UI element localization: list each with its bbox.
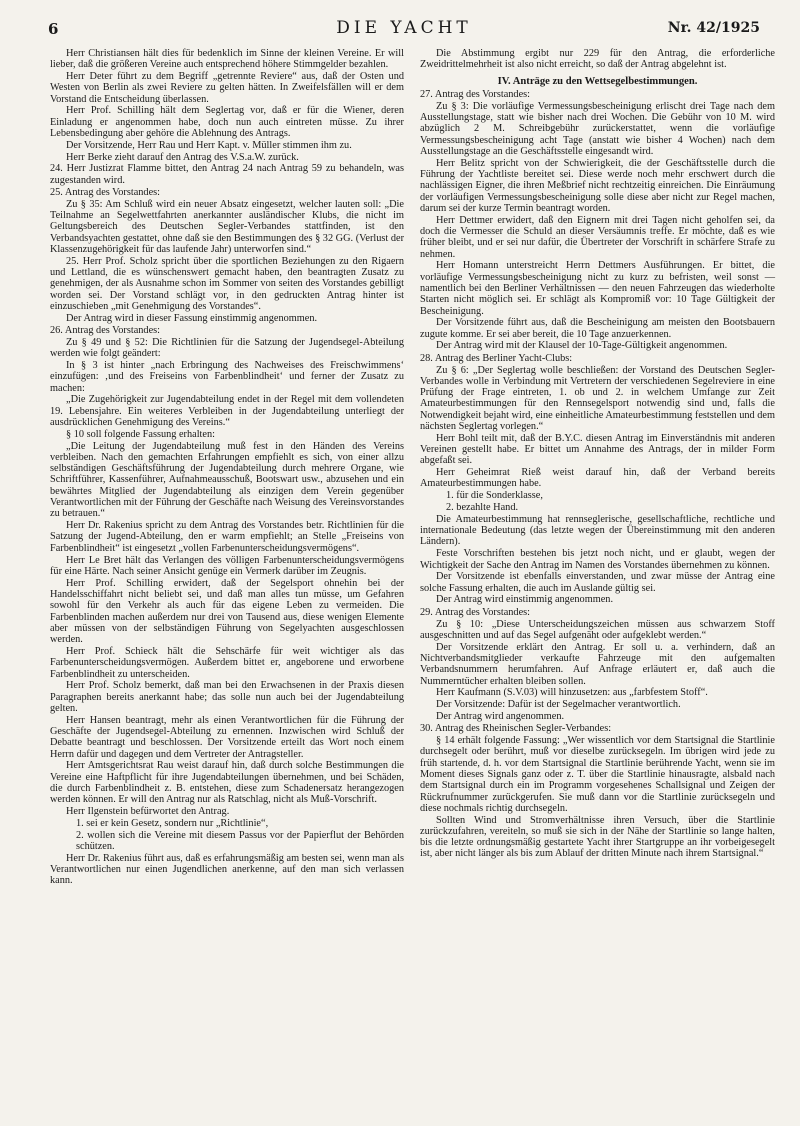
paragraph: Herr Bohl teilt mit, daß der B.Y.C. diesen Antrag im Einverständnis mit anderen Vereinen gestellt habe. Er bittet um Annahme des Antrags, der in milder Form abgefaßt sei. <box>420 432 775 467</box>
paragraph: Zu § 10: „Diese Unterscheidungszeichen müssen aus schwarzem Stoff ausgeschnitten und auf das Segel aufgenäht oder aufgeklebt werden.“ <box>420 618 775 641</box>
page-number: 6 <box>48 20 59 38</box>
motion-heading: 26. Antrag des Vorstandes: <box>50 325 161 337</box>
section-heading: IV. Anträge zu den Wettsegelbestimmungen. <box>497 75 698 87</box>
paragraph: Der Vorsitzende erklärt den Antrag. Er soll u. a. verhindern, daß an Nichtverbandsmitglieder verkaufte Fahrzeuge mit den aufgemalten Verbandsnummern herumfahren. Auf Anfrage erläutert er, daß auch die Nummerntücher erhalten bleiben sollen. <box>420 641 775 687</box>
list-item: 2. bezahlte Hand. <box>446 502 519 514</box>
paragraph: Zu § 49 und § 52: Die Richtlinien für die Satzung der Jugendsegel-Abteilung werden wie folgt geändert: <box>50 336 404 360</box>
motion-heading: 30. Antrag des Rheinischen Segler-Verbandes: <box>420 723 612 735</box>
paragraph: 24. Herr Justizrat Flamme bittet, den Antrag 24 nach Antrag 59 zu behandeln, was zugestanden wird. <box>50 163 404 186</box>
paragraph: Feste Vorschriften bestehen bis jetzt noch nicht, und er glaubt, wegen der Wichtigkeit der Sache den Antrag im Namen des Vorstandes übernehmen zu können. <box>420 548 775 571</box>
motion-heading: 25. Antrag des Vorstandes: <box>50 187 161 199</box>
paragraph: Herr Geheimrat Rieß weist darauf hin, daß der Verband bereits Amateurbestimmungen habe. <box>420 467 775 490</box>
paragraph: 25. Herr Prof. Scholz spricht über die sportlichen Beziehungen zu den Rigaern und Lettland, die es wünschenswert gemacht haben, den beantragten Zusatz zu genehmigen, der als Ausnahme schon im Sommer von seiten des Vorstandes gebilligt worden sei. Der Vorstand schlägt vor, in den gedruckten Antrag hinter ist einzuschieben „mit Genehmigung des Vorstandes“. <box>50 255 404 313</box>
paragraph: Der Antrag wird einstimmig angenommen. <box>436 594 614 606</box>
paragraph: Herr Prof. Scholz bemerkt, daß man bei den Erwachsenen in der Praxis diesen Paragraphen bereits anerkannt habe; das solle nun auch bei der Jugendabteilung gelten. <box>50 680 404 714</box>
paragraph: In § 3 ist hinter „nach Erbringung des Nachweises des Freischwimmens‘ einzufügen: ‚und des Freiseins von Farbenblindheit‘ und ferner der Zusatz zu machen: <box>50 360 404 394</box>
paragraph: Herr Belitz spricht von der Schwierigkeit, die der Geschäftsstelle durch die Führung der Yachtliste bereitet sei. Diese werde noch mehr erschwert durch die nachlässigen Eigner, die ihren Meßbrief nicht rechtzeitig einreichen. Die Einräumung der vorläufigen Vermessungsbescheinigung solle diese aber nicht zur Regel machen, darum sei der kurze Termin beantragt worden. <box>420 157 775 214</box>
list-item: 1. sei er kein Gesetz, sondern nur „Richtlinie“, <box>76 817 269 829</box>
paragraph: Der Vorsitzende: Dafür ist der Segelmacher verantwortlich. <box>436 699 681 711</box>
right-column <box>420 48 775 860</box>
paragraph: Herr Dettmer erwidert, daß den Eignern mit drei Tagen nicht geholfen sei, da doch die Vermesser die Schuld an dieser Versäumnis treffe. Er möchte, daß es wie früher bleibt, und er sei nur dafür, die Übertreter der Vorschrift in schärfere Strafe zu nehmen. <box>420 214 775 260</box>
paragraph: Herr Christiansen hält dies für bedenklich im Sinne der kleinen Vereine. Er will lieber, daß die größeren Vereine auch entsprechend höhere Stimmgelder bezahlen. <box>50 48 404 71</box>
paragraph: Herr Deter führt zu dem Begriff „getrennte Reviere“ aus, daß der Osten und Westen von Berlin als zwei Reviere zu gelten hätten. In Zweifelsfällen will er dem Vorstand die Entscheidung überlassen. <box>50 71 404 105</box>
paragraph: Herr Berke zieht darauf den Antrag des V.S.a.W. zurück. <box>66 151 299 163</box>
paragraph: Herr Dr. Rakenius spricht zu dem Antrag des Vorstandes betr. Richtlinien für die Satzung der Jugend-Abteilung, den er warm empfiehlt; an Stelle „Freiseins von Farbenblindheit“ ist eingesetzt „vollen Farbenunterscheidungsvermögens“. <box>50 520 404 554</box>
paragraph: „Die Leitung der Jugendabteilung muß fest in den Händen des Vereins verbleiben. Nach den gemachten Erfahrungen empfiehlt es sich, von einer allzu selbständigen Geschäftsführung der Jugendabteilung durch mehrere Organe, wie Schriftführer, Kassenführer, Aufnahmeausschuß, Bootswart usw., abzusehen und ein bewährtes Mitglied der Jugendabteilung als einzigen dem Verein gegenüber Verantwortlichen mit der Führung der Geschäfte nach Weisung des Vereinsvorstandes zu betrauen.“ <box>50 440 404 520</box>
paragraph: Herr Amtsgerichtsrat Rau weist darauf hin, daß durch solche Bestimmungen die Vereine eine Haftpflicht für ihre Jugendabteilungen übernehmen, und bei Schäden, die durch Farbenblindheit z. B. entstehen, diese zum Schadenersatz herangezogen werden können. Er will den Antrag nur als Ratschlag, nicht als Muß-Vorschrift. <box>50 760 404 806</box>
paragraph: Der Vorsitzende, Herr Rau und Herr Kapt. v. Müller stimmen ihm zu. <box>66 139 352 151</box>
left-column <box>50 48 404 887</box>
paragraph: Der Antrag wird mit der Klausel der 10-Tage-Gültigkeit angenommen. <box>436 340 728 352</box>
paragraph: Der Vorsitzende führt aus, daß die Bescheinigung am meisten den Bootsbauern zugute komme. Er sei aber bereit, die 10 Tage anzuerkennen. <box>420 317 775 340</box>
page-header <box>48 18 760 42</box>
paragraph: Zu § 6: „Der Seglertag wolle beschließen: der Vorstand des Deutschen Segler-Verbandes wolle in Verbindung mit Vertretern der verschiedenen Segelreviere in eine Prüfung der Frage eintreten, 1. ob und 2. in welchem Umfange zur Zeit Amateurbestimmungen für den Rennsegelsport notwendig sind und, falls die Notwendigkeit bejaht wird, eine einheitliche Amateurbestimmung feststellen und dem nächsten Seglertag vorlegen.“ <box>420 364 775 432</box>
paragraph: Herr Prof. Schilling hält dem Seglertag vor, daß er für die Wiener, deren Einladung er angenommen habe, doch nun auch eintreten müsse. Zu ihrer Lebensbedingung aber gehöre die Ablehnung des Antrags. <box>50 105 404 140</box>
list-item: 1. für die Sonderklasse, <box>446 490 543 502</box>
paragraph: Herr Homann unterstreicht Herrn Dettmers Ausführungen. Er bittet, die vorläufige Vermessungsbescheinigung nicht zu kurz zu befristen, weil sonst — namentlich bei den Berliner Verhältnissen — den neuen Fahrzeugen das wiederholte Starten nicht möglich sei. Er schlägt als Kompromiß vor: 10 Tage Gültigkeit der Bescheinigung. <box>420 260 775 317</box>
paragraph: Die Abstimmung ergibt nur 229 für den Antrag, die erforderliche Zweidrittelmehrheit ist also nicht erreicht, so daß der Antrag abgelehnt ist. <box>420 48 775 71</box>
paragraph: Herr Hansen beantragt, mehr als einen Verantwortlichen für die Führung der Geschäfte der Jugendsegel-Abteilung zu ernennen. Inzwischen wird Schluß der Debatte beantragt und beschlossen. Der Vorsitzende erteilt das Wort noch einem Herrn dafür und dagegen und dem Vertreter der Antragsteller. <box>50 714 404 760</box>
paragraph: Herr Kaufmann (S.V.03) will hinzusetzen: aus „farbfestem Stoff“. <box>436 687 708 699</box>
paragraph: Herr Prof. Schilling erwidert, daß der Segelsport ohnehin bei der Handelsschiffahrt nicht beliebt sei, und daß man alles tun müsse, um Gefahren sowohl für den Verkehr als auch für das eigene Leben zu vermeiden. Die Farbenblinden machen außerdem nur drei von Tausend aus, diese wenigen Elemente aber müssen von der selbständigen Führung von Segelyachten ausgeschlossen werden. <box>50 577 404 646</box>
paragraph: Der Antrag wird angenommen. <box>436 710 565 722</box>
motion-heading: 29. Antrag des Vorstandes: <box>420 606 531 618</box>
paragraph: Zu § 35: Am Schluß wird ein neuer Absatz eingesetzt, welcher lauten soll: „Die Teilnahme an Segelwettfahrten anerkannter ausländischer Klubs, die nicht im Geltungsbereich des Deutschen Segler-Verbandes stattfinden, ist den Verbandsyachten gestattet, ohne daß sie den Bestimmungen des § 32 GG. (Verlust der Klassenzugehörigkeit für das laufende Jahr) unterworfen sind.“ <box>50 198 405 256</box>
paragraph: „Die Zugehörigkeit zur Jugendabteilung endet in der Regel mit dem vollendeten 19. Lebensjahre. Ein weiteres Verbleiben in der Jugendabteilung unterliegt der ausdrücklichen Genehmigung des Vereins.“ <box>50 394 404 428</box>
paragraph: Der Antrag wird in dieser Fassung einstimmig angenommen. <box>66 312 318 324</box>
paragraph: § 10 soll folgende Fassung erhalten: <box>66 428 215 440</box>
paragraph: § 14 erhält folgende Fassung: „Wer wissentlich vor dem Startsignal die Startlinie durchsegelt oder berührt, muß vor dieselbe zurücksegeln. Im übrigen wird jede zu früh startende, d. h. vor dem Startsignal die Startlinie berührende Yacht, wenn sie im Moment dieses Signals ganz oder z. T. über die Startlinie hinausragte, alsbald nach dem Startsignal durch ein im Programm vorgesehenes Schallsignal und Zeigen der Rückrufnummer zurückgerufen. Sie muß dann vor die Startlinie zurücksegeln und diese nochmals richtig durchsegeln. <box>420 735 775 814</box>
magazine-title: DIE YACHT <box>336 18 472 38</box>
motion-heading: 27. Antrag des Vorstandes: <box>420 88 531 100</box>
paragraph: Herr Dr. Rakenius führt aus, daß es erfahrungsmäßig am besten sei, wenn man als Verantwortlichen nur einen Jugendlichen anerkenne, auf den man sich verlassen kann. <box>50 852 404 887</box>
paragraph: Der Vorsitzende ist ebenfalls einverstanden, und zwar müsse der Antrag eine solche Fassung erhalten, die auch im Auslande gültig sei. <box>420 571 775 594</box>
issue-number: Nr. 42/1925 <box>667 20 760 36</box>
paragraph: Herr Prof. Schieck hält die Sehschärfe für weit wichtiger als das Farbenunterscheidungsvermögen. Außerdem bittet er, angeborene und erworbene Farbenblindheit zu unterscheiden. <box>50 645 404 680</box>
paragraph: Herr Ilgenstein befürwortet den Antrag. <box>66 806 230 818</box>
motion-heading: 28. Antrag des Berliner Yacht-Clubs: <box>420 352 573 364</box>
paragraph: Sollten Wind und Stromverhältnisse ihren Versuch, über die Startlinie zurückzufahren, vereiteln, so muß sie sich in der Nähe der Startlinie so lange halten, bis die letzte ordnungsmäßig gestartete Yacht ihrer Startgruppe an ihr vorbeigesegelt ist, aber nicht länger als bis zum Ablauf der dritten Minute nach ihrem Startsignal.“ <box>420 814 775 860</box>
paragraph: Zu § 3: Die vorläufige Vermessungsbescheinigung erlischt drei Tage nach dem Ausstellungstage, statt wie bisher nach drei Wochen. Die Gebühr von 10 M. wird abzüglich 2 M. Schreibgebühr zurückerstattet, wenn die vorläufige Vermessungsbescheinigung acht Tage (anstatt wie bisher 4 Wochen) nach dem Ausstellungstage an die Geschäftsstelle eingesandt wird. <box>420 100 775 157</box>
paragraph: Die Amateurbestimmung hat rennseglerische, gesellschaftliche, rechtliche und internationale Bedeutung (das letzte wegen der Übereinstimmung mit den anderen Ländern). <box>420 513 775 548</box>
list-item: 2. wollen sich die Vereine mit diesem Passus vor der Papierflut der Behörden schützen. <box>76 829 404 852</box>
paragraph: Herr Le Bret hält das Verlangen des völligen Farbenunterscheidungsvermögens für eine Härte. Nach seiner Ansicht genüge ein Vermerk darüber im Zeugnis. <box>50 554 404 577</box>
